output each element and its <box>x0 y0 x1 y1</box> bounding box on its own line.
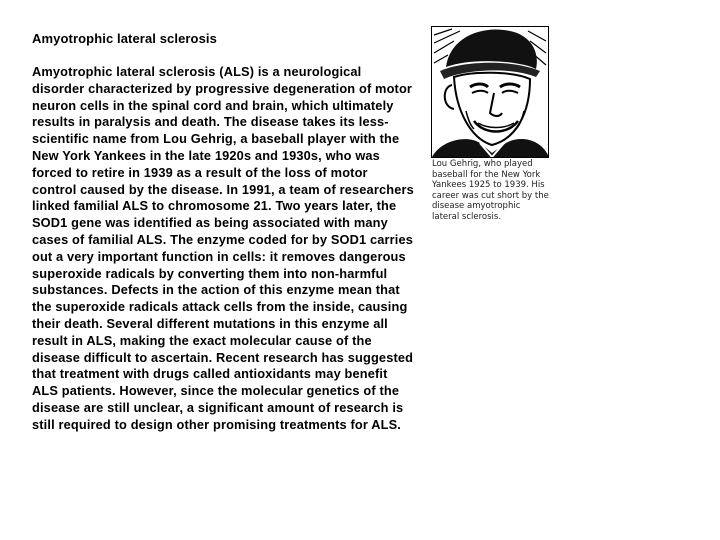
photo-caption: Lou Gehrig, who played baseball for the New York Yankees 1925 to 1939. His career was cut short by the disease amyotrophic lateral sclerosis. <box>432 159 549 222</box>
slide-title: Amyotrophic lateral sclerosis <box>32 31 217 46</box>
portrait-drawing <box>432 27 548 157</box>
portrait-illustration <box>431 26 549 158</box>
body-paragraph: Amyotrophic lateral sclerosis (ALS) is a neurological disorder characterized by progressive degeneration of motor neuron cells in the spinal cord and brain, which ultimately results in paralysis and death. The disease takes its less-scientific name from Lou Gehrig, a baseball player with the New York Yankees in the late 1920s and 1930s, who was forced to retire in 1939 as a result of the loss of motor control caused by the disease. In 1991, a team of researchers linked familial ALS to chromosome 21. Two years later, the SOD1 gene was identified as being associated with many cases of familial ALS. The enzyme coded for by SOD1 carries out a very important function in cells: it removes dangerous superoxide radicals by converting them into non-harmful substances. Defects in the action of this enzyme mean that the superoxide radicals attack cells from the inside, causing their death. Several different mutations in this enzyme all result in ALS, making the exact molecular cause of the disease difficult to ascertain. Recent research has suggested that treatment with drugs called antioxidants may benefit ALS patients. However, since the molecular genetics of the disease are still unclear, a significant amount of research is still required to design other promising treatments for ALS. <box>32 64 414 432</box>
